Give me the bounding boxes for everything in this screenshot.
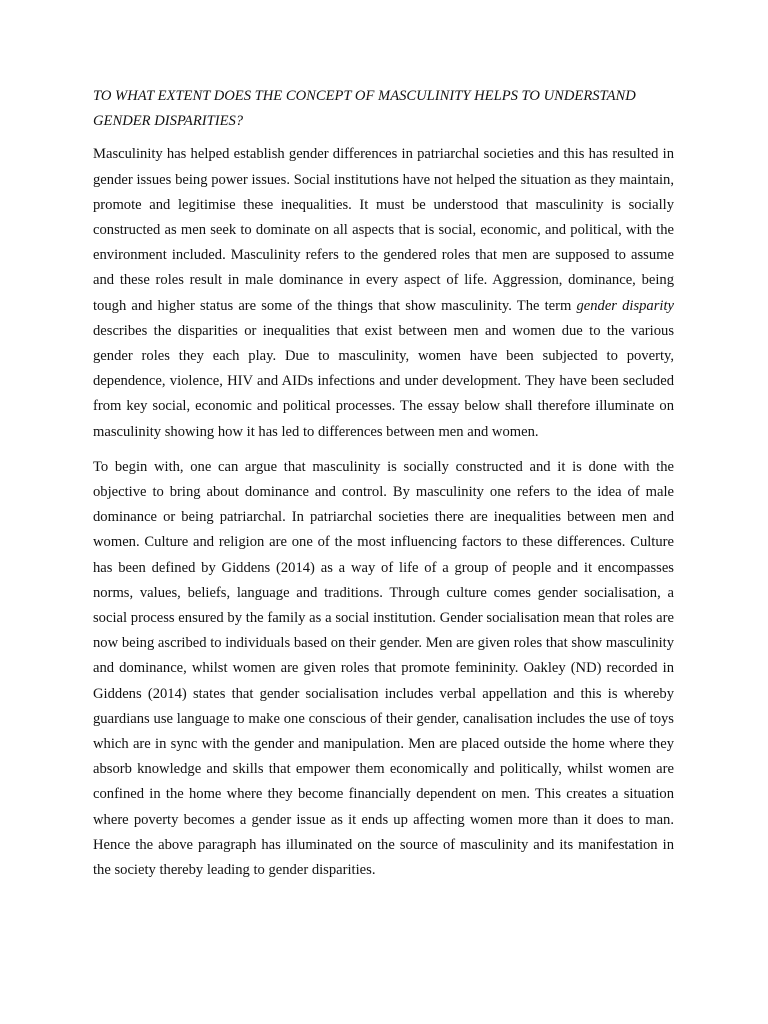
essay-title: TO WHAT EXTENT DOES THE CONCEPT OF MASCULINITY HELPS TO UNDERSTAND GENDER DISPARITIES? <box>93 88 636 130</box>
body-paragraph: To begin with, one can argue that masculinity is socially constructed and it is done with the objective to bring about dominance and control. By masculinity one refers to the idea of male dominance or being patriarchal. In patriarchal societies there are inequalities between men and women. Culture and religion are one of the most influencing factors to these differences. Culture has been defined by Giddens (2014) as a way of life of a group of people and it encompasses norms, values, beliefs, language and traditions. Through culture comes gender socialisation, a social process ensured by the family as a social institution. Gender socialisation mean that roles are now being ascribed to individuals based on their gender. Men are given roles that show masculinity and dominance, whilst women are given roles that promote femininity. Oakley (ND) recorded in Giddens (2014) states that gender socialisation includes verbal appellation and this is whereby guardians use language to make one conscious of their gender, canalisation includes the use of toys which are in sync with the gender and manipulation. Men are placed outside the home where they absorb knowledge and skills that empower them economically and politically, whilst women are confined in the home where they become financially dependent on men. This creates a situation where poverty becomes a gender issue as it ends up affecting women more than it does to man. Hence the above paragraph has illuminated on the source of masculinity and its manifestation in the society thereby leading to gender disparities. <box>93 458 674 879</box>
intro-text-part-1: Masculinity has helped establish gender differences in patriarchal societies and this has resulted in gender issues being power issues. Social institutions have not helped the situation as they maintain, promote and legitimise these inequalities. It must be understood that masculinity is socially constructed as men seek to dominate on all aspects that is social, economic, and political, with the environment included. Masculinity refers to the gendered roles that men are supposed to assume and these roles result in male dominance in every aspect of life. Aggression, dominance, being tough and higher status are some of the things that show masculinity. The term <box>93 146 674 314</box>
intro-paragraph <box>93 142 674 444</box>
intro-text-part-2: describes the disparities or inequalities that exist between men and women due to the various gender roles they each play. Due to masculinity, women have been subjected to poverty, dependence, violence, HIV and AIDs infections and under development. They have been secluded from key social, economic and political processes. The essay below shall therefore illuminate on masculinity showing how it has led to differences between men and women. <box>93 322 674 440</box>
intro-emphasis-term: gender disparity <box>576 297 674 314</box>
document-page <box>93 84 674 893</box>
